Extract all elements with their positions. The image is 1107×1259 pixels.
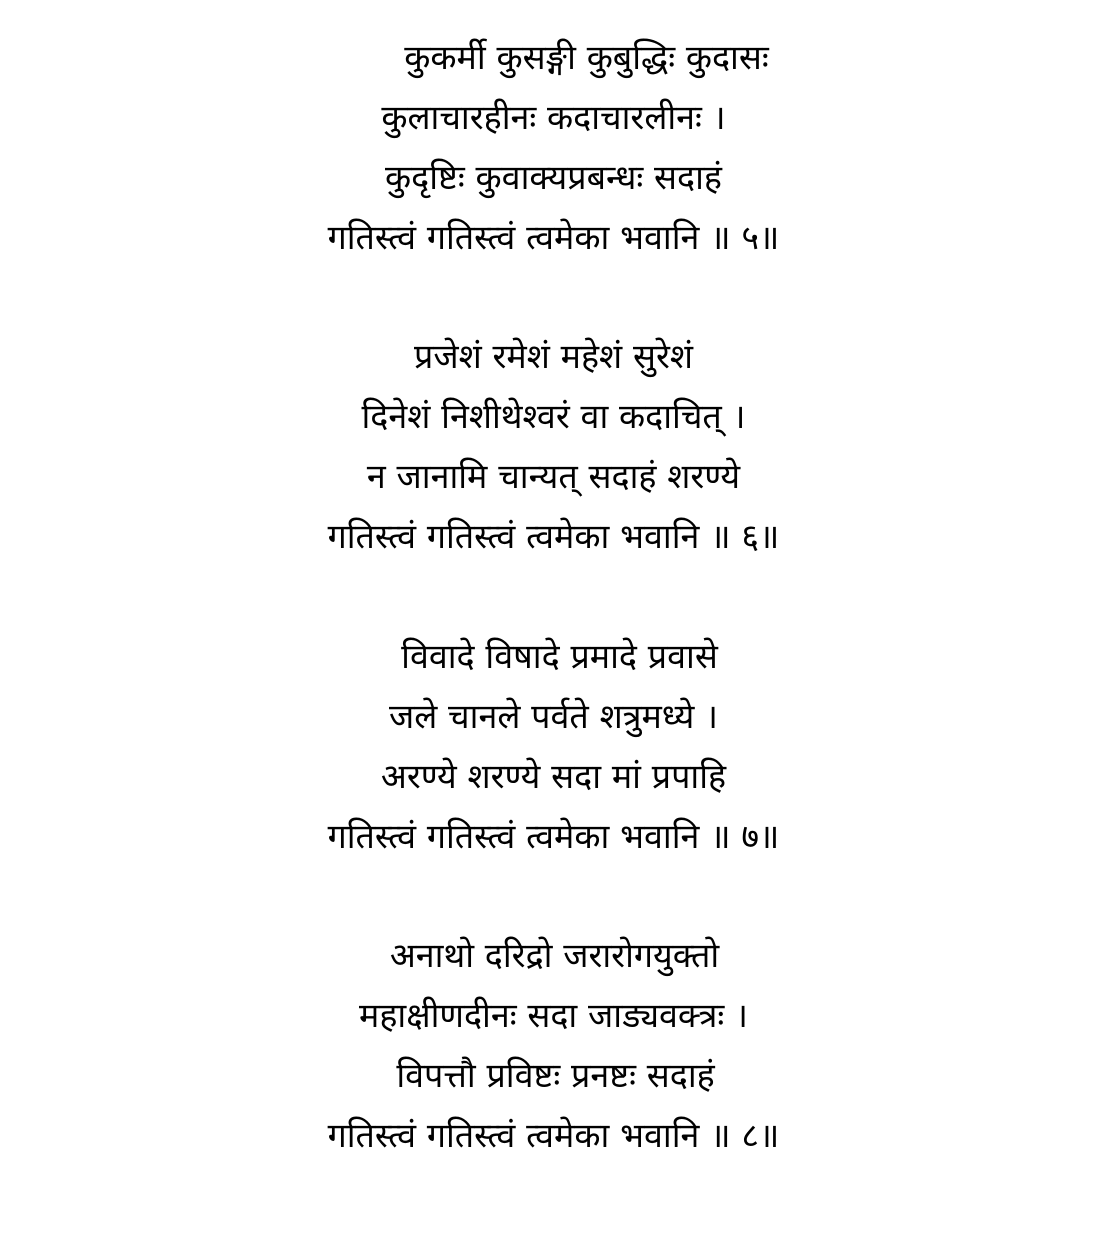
verse-line: कुदृष्टिः कुवाक्यप्रबन्धः सदाहं [385,158,722,198]
verse-line: कुलाचारहीनः कदाचारलीनः । [381,98,726,138]
verse-refrain: गतिस्त्वं गतिस्त्वं त्वमेका भवानि ॥ ८॥ [327,1116,780,1156]
verse-line: विवादे विषादे प्रमादे प्रवासे [401,637,718,677]
verse-5 [0,28,1107,268]
verse-line: दिनेशं निशीथेश्वरं वा कदाचित् । [361,397,746,437]
verse-refrain: गतिस्त्वं गतिस्त्वं त्वमेका भवानि ॥ ६॥ [327,517,780,557]
verse-7 [0,627,1107,867]
verse-line: जले चानले पर्वते शत्रुमध्ये । [388,697,719,737]
verse-line: कुकर्मी कुसङ्गी कुबुद्धिः कुदासः [404,38,769,78]
verse-refrain: गतिस्त्वं गतिस्त्वं त्वमेका भवानि ॥ ७॥ [327,817,780,857]
verse-refrain: गतिस्त्वं गतिस्त्वं त्वमेका भवानि ॥ ५॥ [327,218,780,258]
verse-line: अनाथो दरिद्रो जरारोगयुक्तो [389,936,720,976]
verse-line: विपत्तौ प्रविष्टः प्रनष्टः सदाहं [396,1056,715,1096]
verse-line: महाक्षीणदीनः सदा जाड्यवक्त्रः । [359,996,748,1036]
verse-8 [0,926,1107,1166]
verse-line: प्रजेशं रमेशं महेशं सुरेशं [414,337,693,377]
verse-line: न जानामि चान्यत् सदाहं शरण्ये [366,457,741,497]
verse-6 [0,327,1107,567]
verse-line: अरण्ये शरण्ये सदा मां प्रपाहि [380,757,727,797]
